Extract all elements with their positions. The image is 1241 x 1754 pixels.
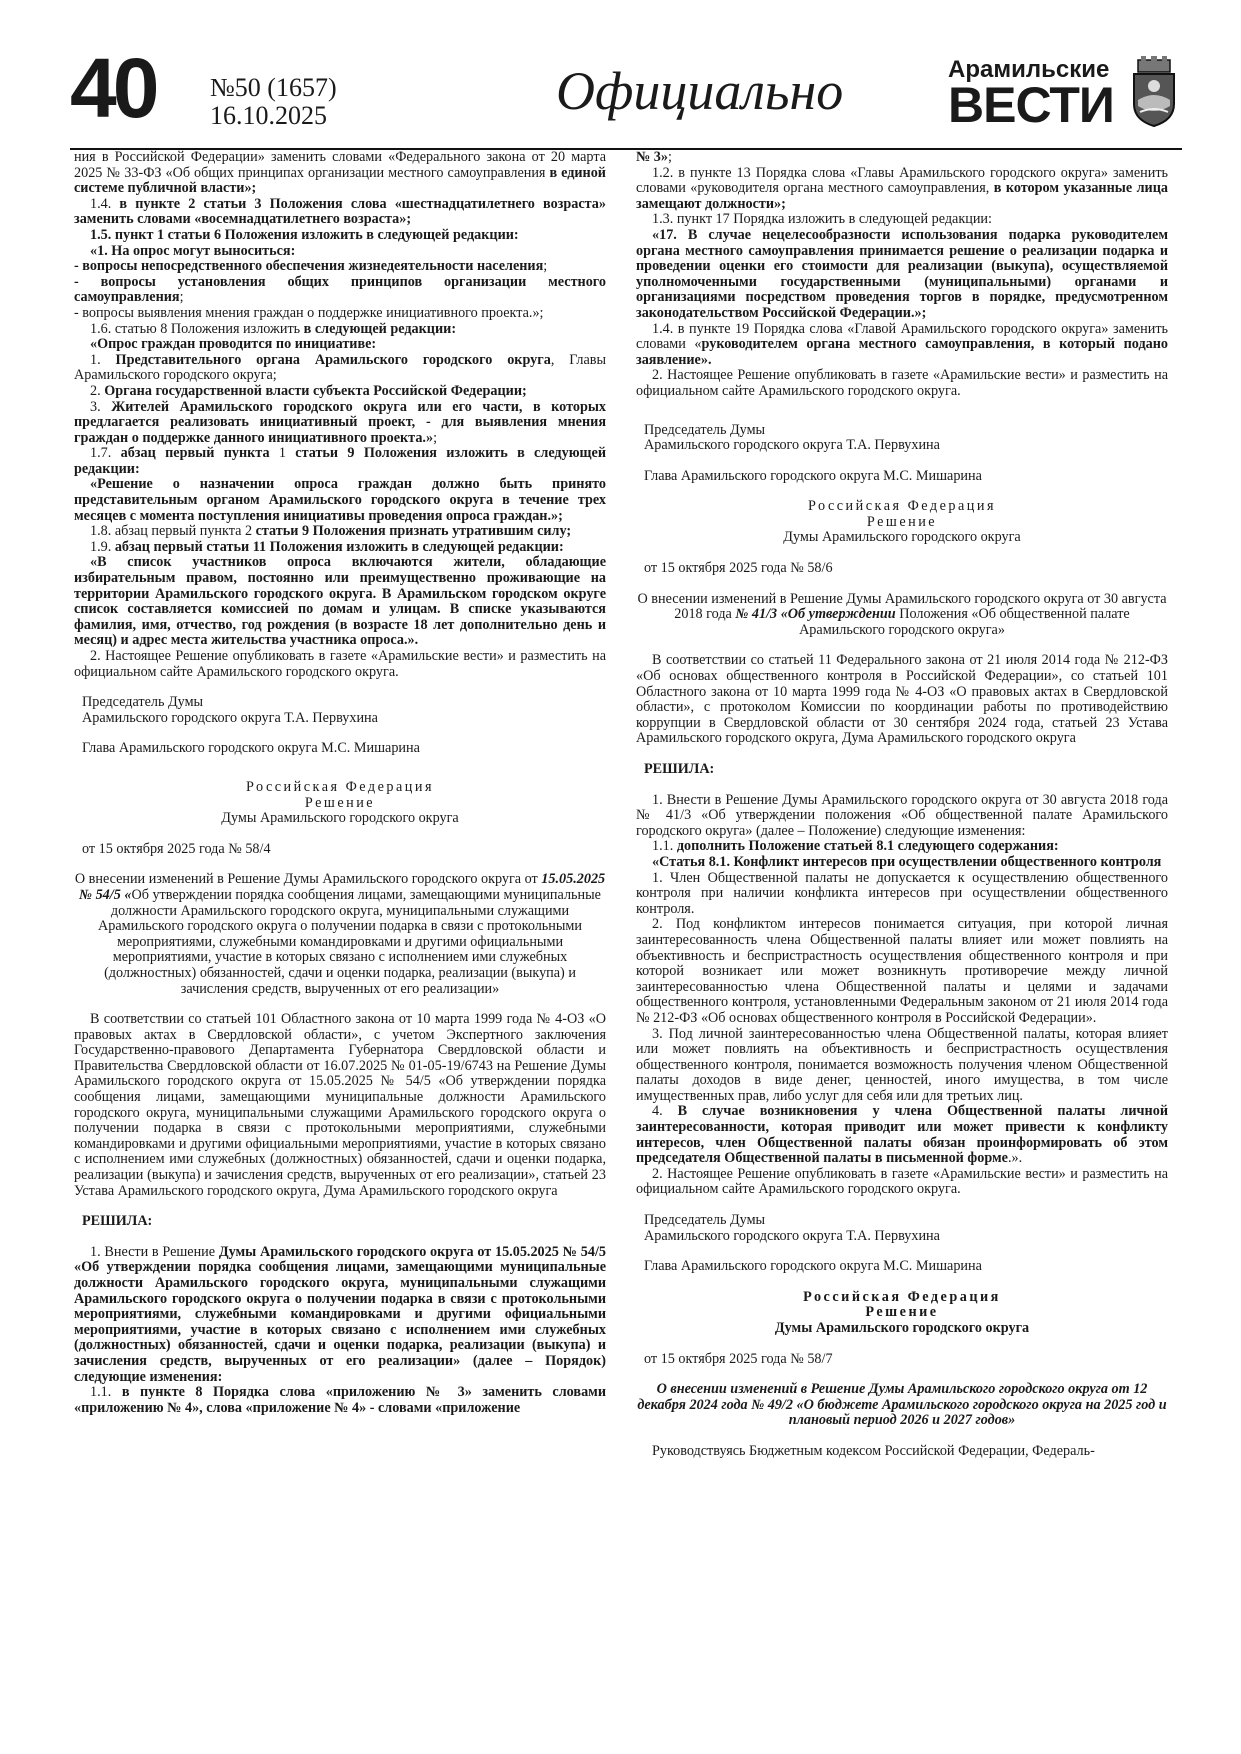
newspaper-logo [948,56,1114,133]
paragraph: - вопросы установления общих принципов организации местного самоуправления; [74,273,606,306]
paragraph: 1.5. пункт 1 статьи 6 Положения изложить в следующей редакции: [90,226,519,243]
paragraph: «Решение о назначении опроса граждан должно быть принято представительным органом Арамильского городского округа в течение трех месяцев с момента поступления инициативы проведения опроса граждан.»; [74,476,606,524]
decision-heading: Решение [866,513,938,530]
paragraph: 1. Внести в Решение Думы Арамильского городского округа от 30 августа 2018 года № 41/3 «Об утверждении положения «Об общественной палате Арамильского городского округа» (далее – Положение) следующие изменения: [636,791,1168,839]
paragraph: «В список участников опроса включаются жители, обладающие избирательным правом, постоянно или преимущественно проживающие на территории Арамильского городского округа. В Арамильском городском округе список составляется комиссией по домам и улицам. В списке указываются фамилия, имя, отчество, год рождения (в возрасте 18 лет дополнительно день и месяц) и адрес места жительства участника опроса.». [74,554,606,649]
paragraph: 2. Настоящее Решение опубликовать в газете «Арамильские вести» и разместить на официальном сайте Арамильского городского округа. [636,1165,1168,1198]
signature-line: Арамильского городского округа Т.А. Первухина [644,437,940,454]
decision-date: от 15 октября 2025 года № 58/7 [644,1350,833,1367]
logo-main: ВЕСТИ [948,77,1114,133]
paragraph: В соответствии со статьей 11 Федерального закона от 21 июля 2014 года № 212-ФЗ «Об основах общественного контроля в Российской Федерации», со статьей 101 Областного закона от 10 марта 1999 года № 4-ОЗ «О правовых актах в Свердловской области», с протоколом Комиссии по координации работы по противодействию коррупции в Свердловской области от 30 сентября 2024 года, статьей 23 Устава Арамильского городского округа, Дума Арамильского городского округа [636,652,1168,747]
signature-line: Председатель Думы [644,421,766,438]
decision-heading: Российская Федерация [803,1288,1001,1305]
signature-line: Председатель Думы [644,1212,766,1229]
paragraph: 2. Настоящее Решение опубликовать в газете «Арамильские вести» и разместить на официальном сайте Арамильского городского округа. [74,648,606,680]
paragraph: 1.4. в пункте 19 Порядка слова «Главой Арамильского городского округа» заменить словами «руководителем органа местного самоуправления, в который подано заявление». [636,320,1168,368]
resolved-heading: РЕШИЛА: [644,761,715,777]
paragraph: 1.4. в пункте 2 статьи 3 Положения слова «шестнадцатилетнего возраста» заменить словами «восемнадцатилетнего возраста»; [74,195,606,228]
paragraph: 1.8. абзац первый пункта 2 статьи 9 Положения признать утратившим силу; [90,523,572,540]
paragraph: 1. Член Общественной палаты не допускается к осуществлению общественного контроля при наличии конфликта интересов при осуществлении общественного контроля. [636,869,1168,917]
issue-date: 16.10.2025 [210,101,327,130]
decision-heading: Думы Арамильского городского округа [783,529,1021,546]
right-column [636,150,1168,1460]
paragraph: 1.1. дополнить Положение статьей 8.1 следующего содержания: [652,838,1059,855]
signature-line: Глава Арамильского городского округа М.С. Мишарина [82,740,420,757]
paragraph: - вопросы непосредственного обеспечения жизнедеятельности населения; [74,258,548,275]
signature-line: Глава Арамильского городского округа М.С. Мишарина [644,467,982,484]
decision-title: О внесении изменений в Решение Думы Арамильского городского округа от 15.05.2025 № 54/5 «Об утверждении порядка сообщения лицами, замещающими муниципальные должности Арамильского городского округа, муниципальными служащими Арамильского городского округа о получении подарка в связи с протокольными мероприятиями, служебными командировками и другими официальными мероприятиями, участие в которых связано с исполнением ими служебных (должностных) обязанностей, сдачи и оценки подарка, реализации (выкупа) и зачисления средств, вырученных от его реализации» [74,871,606,997]
decision-title: О внесении изменений в Решение Думы Арамильского городского округа от 30 августа 2018 года № 41/3 «Об утверждении Положения «Об общественной палате Арамильского городского округа» [637,590,1167,638]
decision-date: от 15 октября 2025 года № 58/6 [644,560,833,577]
coat-of-arms-icon [1128,56,1180,128]
paragraph: 1. Внести в Решение Думы Арамильского городского округа от 15.05.2025 № 54/5 «Об утверждении порядка сообщения лицами, замещающими муниципальные должности Арамильского городского округа, муниципальными служащими Арамильского городского округа о получении подарка в связи с протокольными мероприятиями, служебными командировками и другими официальными мероприятиями, участие в которых связано с исполнением ими служебных (должностных) обязанностей, сдачи и оценки подарка, реализации (выкупа) и зачисления средств, вырученных от его реализации» (далее – Порядок) следующие изменения: [74,1243,606,1385]
decision-heading: Решение [304,794,376,811]
decision-heading: Российская Федерация [807,498,997,515]
issue-info [210,74,337,130]
decision-title: О внесении изменений в Решение Думы Арамильского городского округа от 12 декабря 2024 года № 49/2 «О бюджете Арамильского городского округа на 2025 год и плановый период 2026 и 2027 годов» [637,1381,1167,1429]
decision-heading: Думы Арамильского городского округа [221,810,459,827]
decision-date: от 15 октября 2025 года № 58/4 [82,840,271,857]
signature-line: Арамильского городского округа Т.А. Первухина [644,1227,940,1244]
paragraph: 1.3. пункт 17 Порядка изложить в следующей редакции: [652,211,992,228]
decision-heading: Решение [865,1304,939,1321]
paragraph: «17. В случае нецелесообразности использования подарка руководителем органа местного самоуправления принимается решение о реализации подарка и проведении оценки его стоимости для реализации (выкупа), осуществляемой уполномоченными государственными (муниципальными) органами и организациями посредством проведения торгов в порядке, предусмотренном законодательством Российской Федерации.»; [636,226,1168,321]
decision-heading: Думы Арамильского городского округа [774,1320,1030,1336]
paragraph: «Опрос граждан проводится по инициативе: [90,336,377,353]
paragraph: 2. Настоящее Решение опубликовать в газете «Арамильские вести» и разместить на официальном сайте Арамильского городского округа. [636,367,1168,399]
decision-heading: Российская Федерация [245,778,435,795]
paragraph: 1. Представительного органа Арамильского городского округа, Главы Арамильского городского округа; [74,351,606,384]
signature-line: Глава Арамильского городского округа М.С. Мишарина [644,1258,982,1275]
left-column [74,150,606,1416]
resolved-heading: РЕШИЛА: [82,1213,153,1230]
paragraph: 1.9. абзац первый статьи 11 Положения изложить в следующей редакции: [90,538,564,555]
page-number: 40 [70,41,156,135]
paragraph: «Статья 8.1. Конфликт интересов при осуществлении общественного контроля [652,853,1162,870]
paragraph: 2. Под конфликтом интересов понимается ситуация, при которой личная заинтересованность члена Общественной палаты влияет или может повлиять на объективность и беспристрастность осуществления общественного контроля и при которой возникает или может возникнуть противоречие между личной заинтересованностью члена Общественной палаты и целями и задачами общественного контроля, установленными Федеральным законом от 21 июля 2014 года № 212-ФЗ «Об основах общественного контроля в Российской Федерации». [636,916,1168,1026]
masthead [70,41,1182,148]
paragraph: ния в Российской Федерации» заменить словами «Федерального закона от 20 марта 2025 № 33-ФЗ «Об общих принципах организации местного самоуправления в единой системе публичной власти»; [74,149,606,197]
paragraph: 1.6. статью 8 Положения изложить в следующей редакции: [90,320,457,337]
logo-top: Арамильские [948,56,1110,83]
issue-number: №50 (1657) [210,73,337,102]
signature-line: Арамильского городского округа Т.А. Первухина [82,709,378,726]
section-title: Официально [556,61,844,121]
paragraph: 1.1. в пункте 8 Порядка слова «приложению № 3» заменить словами «приложению № 4», слова «приложение № 4» - словами «приложение [74,1384,606,1416]
paragraph: - вопросы выявления мнения граждан о поддержке инициативного проекта.»; [74,304,544,321]
paragraph: № 3»; [636,149,672,165]
paragraph: 1.7. абзац первый пункта 1 статьи 9 Положения изложить в следующей редакции: [74,445,606,477]
paragraph: «1. На опрос могут выноситься: [90,242,296,259]
signature-line: Председатель Думы [82,694,204,711]
paragraph: 3. Под личной заинтересованностью члена Общественной палаты, которая влияет или может повлиять на объективность и беспристрастность осуществления общественного контроля, понимается возможность получения членом Общественной палаты доходов в виде денег, ценностей, иного имущества, в том числе имущественных прав, либо услуг для себя или для третьих лиц. [636,1025,1168,1104]
paragraph: 1.2. в пункте 13 Порядка слова «Главы Арамильского городского округа» заменить словами «руководителя органа местного самоуправления, в котором указанные лица замещают должности»; [636,164,1168,212]
paragraph: 2. Органа государственной власти субъекта Российской Федерации; [90,382,527,399]
paragraph: 3. Жителей Арамильского городского округа или его части, в которых предлагается реализовать инициативный проект, - для выявления мнения граждан о поддержке данного инициативного проекта.»; [74,398,606,446]
paragraph: Руководствуясь Бюджетным кодексом Российской Федерации, Федераль- [652,1442,1095,1459]
paragraph: В соответствии со статьей 101 Областного закона от 10 марта 1999 года № 4-ОЗ «О правовых актах в Свердловской области», с учетом Экспертного заключения Государственно-правового Департамента Губернатора Свердловской области и Правительства Свердловской области от 16.07.2025 № 01-05-19/6743 на Решение Думы Арамильского городского округа от 15.05.2025 № 54/5 «Об утверждении порядка сообщения лицами, замещающими муниципальные должности Арамильского городского округа, муниципальными служащими Арамильского городского округа о получении подарка в связи с протокольными мероприятиями, служебными командировками и другими официальными мероприятиями, участие в которых связано с исполнением ими служебных (должностных) обязанностей, сдачи и оценки подарка, реализации (выкупа) и зачисления средств, вырученных от его реализации», статьей 23 Устава Арамильского городского округа, Дума Арамильского городского округа [74,1011,606,1199]
paragraph: 4. В случае возникновения у члена Общественной палаты личной заинтересованности, которая приводит или может привести к конфликту интересов, член Общественной палаты обязан проинформировать об этом председателя Общественной палаты в письменной форме.». [636,1103,1168,1167]
